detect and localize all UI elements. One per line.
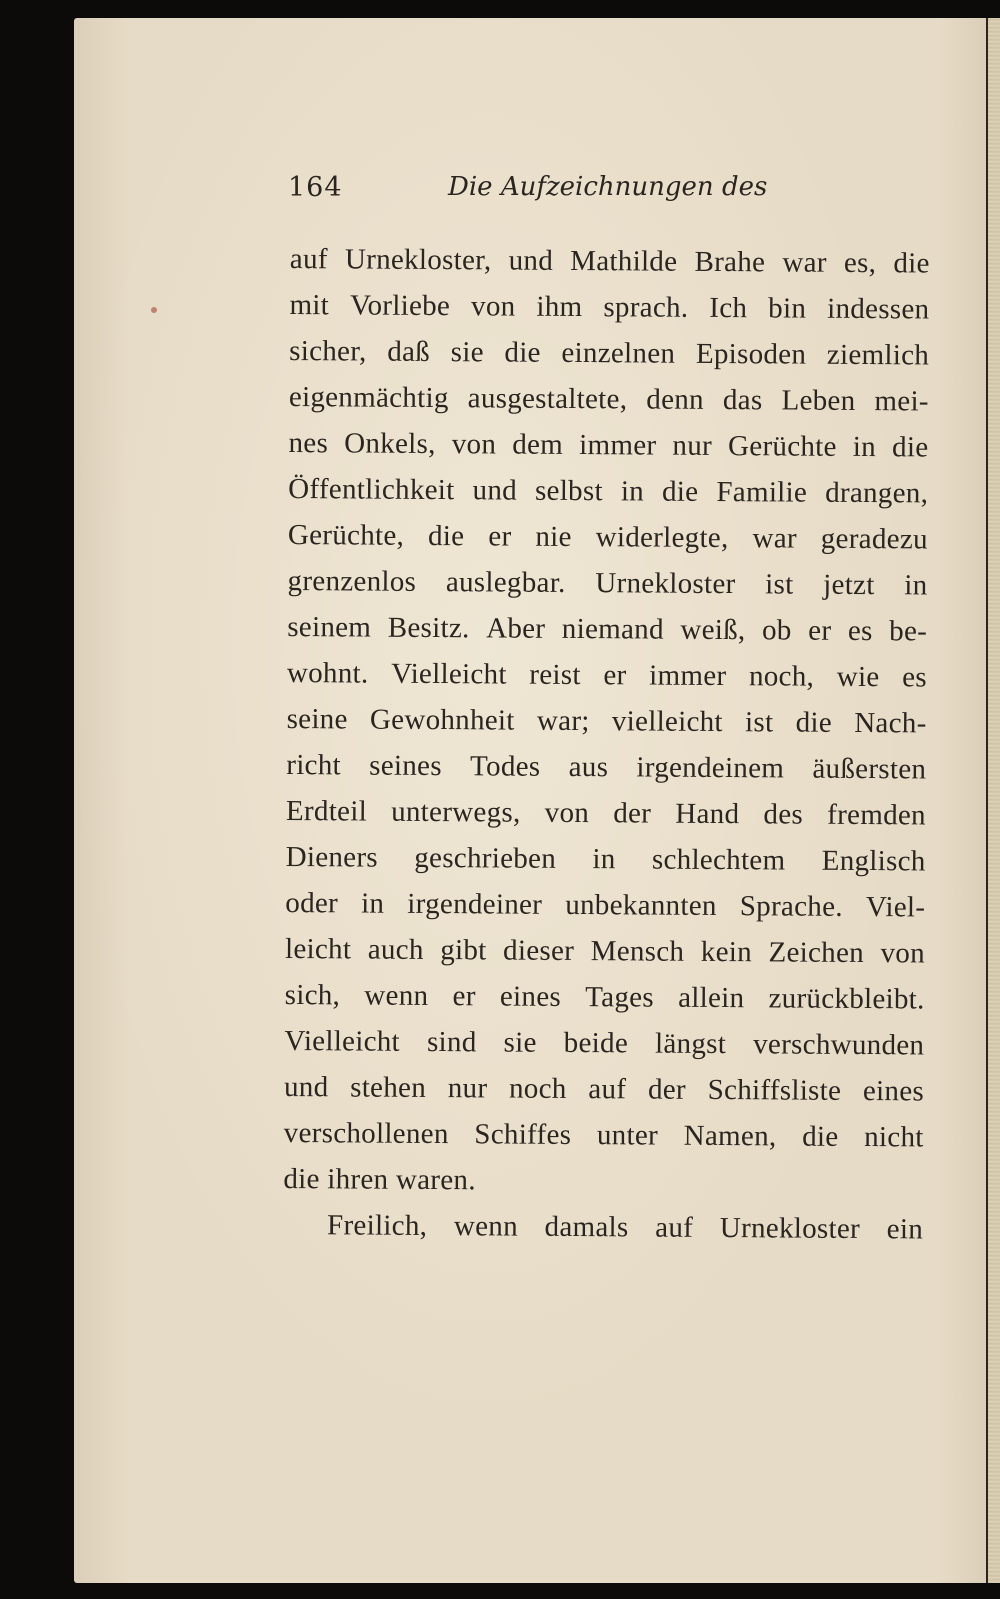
word: Vielleicht	[284, 1024, 401, 1058]
word: Vorliebe	[349, 289, 451, 323]
word: be-	[889, 615, 928, 648]
word: stehen	[350, 1071, 427, 1104]
word: Familie	[716, 475, 808, 509]
word: Vielleicht	[391, 657, 507, 691]
word: von	[451, 428, 497, 461]
word: in	[620, 475, 645, 508]
word: indessen	[827, 292, 930, 326]
word: er	[808, 614, 832, 647]
word: eines	[862, 1075, 925, 1108]
word: reist	[529, 658, 581, 692]
word: vielleicht	[611, 705, 723, 739]
word: es,	[843, 246, 877, 280]
text-line	[284, 1110, 924, 1160]
word: grenzenlos	[287, 564, 417, 598]
word: auslegbar.	[445, 566, 566, 599]
word: von	[880, 937, 926, 970]
word: nes	[288, 426, 329, 460]
word: und	[283, 1070, 329, 1104]
word: gibt	[440, 934, 487, 967]
word: die	[661, 475, 699, 508]
word: Leben	[781, 384, 856, 417]
word: ihm	[536, 290, 583, 324]
word: auch	[367, 933, 424, 966]
page-header	[288, 172, 928, 212]
word: Namen,	[683, 1119, 777, 1153]
word: beide	[563, 1026, 629, 1060]
text-line	[290, 236, 930, 286]
word: sie	[503, 1026, 537, 1059]
word: seines	[369, 749, 442, 783]
word: Dieners	[285, 840, 379, 874]
running-head: Die Aufzeichnungen des	[448, 172, 768, 202]
word: längst	[654, 1027, 727, 1061]
word: Brahe	[694, 245, 766, 279]
word: seinem	[287, 610, 372, 644]
word: aus	[568, 750, 609, 784]
word: noch	[508, 1072, 567, 1105]
word: nur	[447, 1072, 488, 1105]
word: sicher,	[289, 334, 367, 368]
word: weiß,	[680, 613, 746, 647]
text-line	[286, 742, 926, 792]
word: Freilich,	[326, 1209, 435, 1243]
word: eigenmächtig	[288, 380, 449, 415]
word: Episoden	[695, 337, 807, 371]
word: bin	[768, 292, 807, 325]
word: von	[544, 796, 590, 830]
word: ein	[886, 1213, 924, 1246]
word: es	[902, 661, 928, 694]
word: leicht	[284, 932, 352, 966]
word: dem	[512, 428, 564, 461]
text-line	[288, 466, 928, 516]
text-line	[287, 650, 927, 700]
word: die	[795, 706, 833, 739]
word: Aber	[486, 612, 546, 645]
word: oder	[285, 886, 339, 920]
word: in	[592, 843, 616, 876]
word: Erdteil	[285, 794, 368, 828]
word: Urnekloster	[719, 1212, 868, 1246]
word: wenn	[453, 1210, 526, 1243]
word: er	[488, 520, 512, 553]
word: die	[283, 1162, 328, 1196]
text-line	[287, 604, 927, 654]
text-line	[288, 512, 928, 562]
word: sie	[450, 336, 484, 369]
word: dieser	[502, 934, 575, 968]
word: immer	[649, 659, 727, 693]
word: die	[427, 519, 465, 553]
word: ihren	[327, 1163, 397, 1196]
word: er	[603, 659, 627, 692]
text-line	[284, 1018, 924, 1068]
word: sind	[426, 1025, 477, 1059]
text-line	[285, 972, 925, 1022]
word: Mathilde	[570, 244, 678, 278]
word: sprach.	[603, 291, 689, 324]
word: schlechtem	[651, 843, 786, 877]
word: sich,	[284, 978, 341, 1012]
word: Schiffsliste	[707, 1073, 842, 1107]
word: damals	[544, 1210, 637, 1244]
text-line	[289, 282, 929, 332]
word: verschwunden	[753, 1028, 925, 1062]
word: Urnekloster	[595, 567, 736, 601]
word: des	[763, 798, 804, 831]
word: Tages	[585, 981, 655, 1014]
text-line-paragraph-start	[283, 1202, 923, 1252]
word: Öffentlichkeit	[288, 472, 455, 507]
word: kein	[700, 935, 753, 969]
word: in	[852, 430, 877, 464]
word: Onkels,	[344, 427, 436, 461]
word: waren.	[395, 1163, 476, 1197]
word: auf	[655, 1211, 701, 1244]
word: selbst	[534, 474, 603, 508]
word: unter	[596, 1119, 659, 1152]
word: Zeichen	[768, 936, 865, 970]
word: jetzt	[823, 568, 875, 602]
text-line-paragraph-end	[283, 1156, 923, 1206]
body-text	[283, 236, 930, 1252]
paper-speck	[151, 307, 157, 313]
word: irgendeiner	[407, 887, 543, 921]
word: Mensch	[590, 935, 685, 968]
word: nicht	[864, 1121, 924, 1154]
word: die	[893, 247, 930, 280]
word: Gerüchte	[727, 430, 837, 463]
word: ist	[744, 706, 774, 739]
text-line	[289, 374, 929, 424]
word: auf	[289, 242, 328, 276]
word: irgendeinem	[636, 751, 785, 785]
word: in	[904, 569, 928, 602]
word: äußersten	[812, 752, 927, 786]
word: die	[802, 1120, 839, 1153]
word: noch,	[748, 660, 815, 693]
word: allein	[678, 981, 745, 1015]
word: und	[472, 474, 518, 507]
word: ist	[765, 568, 794, 601]
word: war	[782, 246, 827, 279]
word: daß	[387, 335, 431, 368]
word: der	[647, 1073, 687, 1106]
word: wie	[836, 660, 880, 694]
text-line	[284, 1064, 924, 1114]
word: Englisch	[821, 844, 926, 878]
word: mit	[289, 288, 330, 322]
word: Todes	[469, 750, 541, 783]
word: Ich	[709, 291, 748, 325]
text-line	[288, 420, 928, 470]
word: unterwegs,	[391, 795, 521, 829]
word: war	[752, 522, 797, 555]
word: Viel-	[865, 891, 926, 924]
word: Sprache.	[739, 890, 843, 923]
word: zurückbleibt.	[768, 982, 925, 1016]
text-line	[286, 788, 926, 838]
word: und	[508, 244, 554, 277]
word: auf	[588, 1073, 627, 1106]
word: er	[452, 980, 476, 1013]
word: Gewohnheit	[369, 703, 515, 737]
word: Besitz.	[387, 611, 470, 645]
text-line	[285, 880, 925, 930]
word: wohnt.	[286, 656, 369, 690]
word: eines	[499, 980, 562, 1013]
word: das	[722, 384, 763, 417]
word: die	[504, 336, 541, 369]
page-stack-edge	[986, 18, 1000, 1583]
word: Schiffes	[474, 1118, 572, 1151]
word: einzelnen	[561, 336, 676, 370]
word: der	[613, 797, 652, 830]
word: ziemlich	[826, 338, 930, 372]
text-line	[287, 558, 927, 608]
word: ob	[761, 614, 792, 647]
word: Nach-	[854, 706, 927, 740]
word: unbekannten	[565, 888, 717, 922]
text-line	[286, 696, 926, 746]
word: Urnekloster,	[344, 243, 492, 277]
word: richt	[286, 748, 342, 782]
word: immer	[579, 429, 657, 462]
word: widerlegte,	[595, 521, 729, 555]
word: drangen,	[825, 476, 929, 510]
word: geschrieben	[414, 841, 557, 875]
word: die	[891, 431, 929, 464]
word: ausgestaltete,	[467, 382, 628, 416]
word: geradezu	[820, 522, 928, 556]
word: Hand	[675, 797, 740, 831]
text-line	[289, 328, 929, 378]
word: wenn	[364, 979, 429, 1012]
word: fremden	[827, 798, 927, 832]
word: verschollenen	[283, 1116, 449, 1151]
word: seine	[286, 702, 348, 736]
word: es	[847, 614, 873, 648]
page-number: 164	[288, 172, 343, 203]
word: mei-	[874, 385, 929, 418]
text-line	[285, 926, 925, 976]
word: in	[361, 887, 385, 920]
word: nur	[672, 429, 713, 462]
text-line	[286, 834, 926, 884]
word: Gerüchte,	[287, 518, 405, 552]
word: denn	[646, 383, 705, 416]
word: war;	[536, 704, 590, 738]
word: nie	[535, 520, 572, 553]
word: von	[470, 290, 516, 323]
word: niemand	[561, 612, 664, 646]
